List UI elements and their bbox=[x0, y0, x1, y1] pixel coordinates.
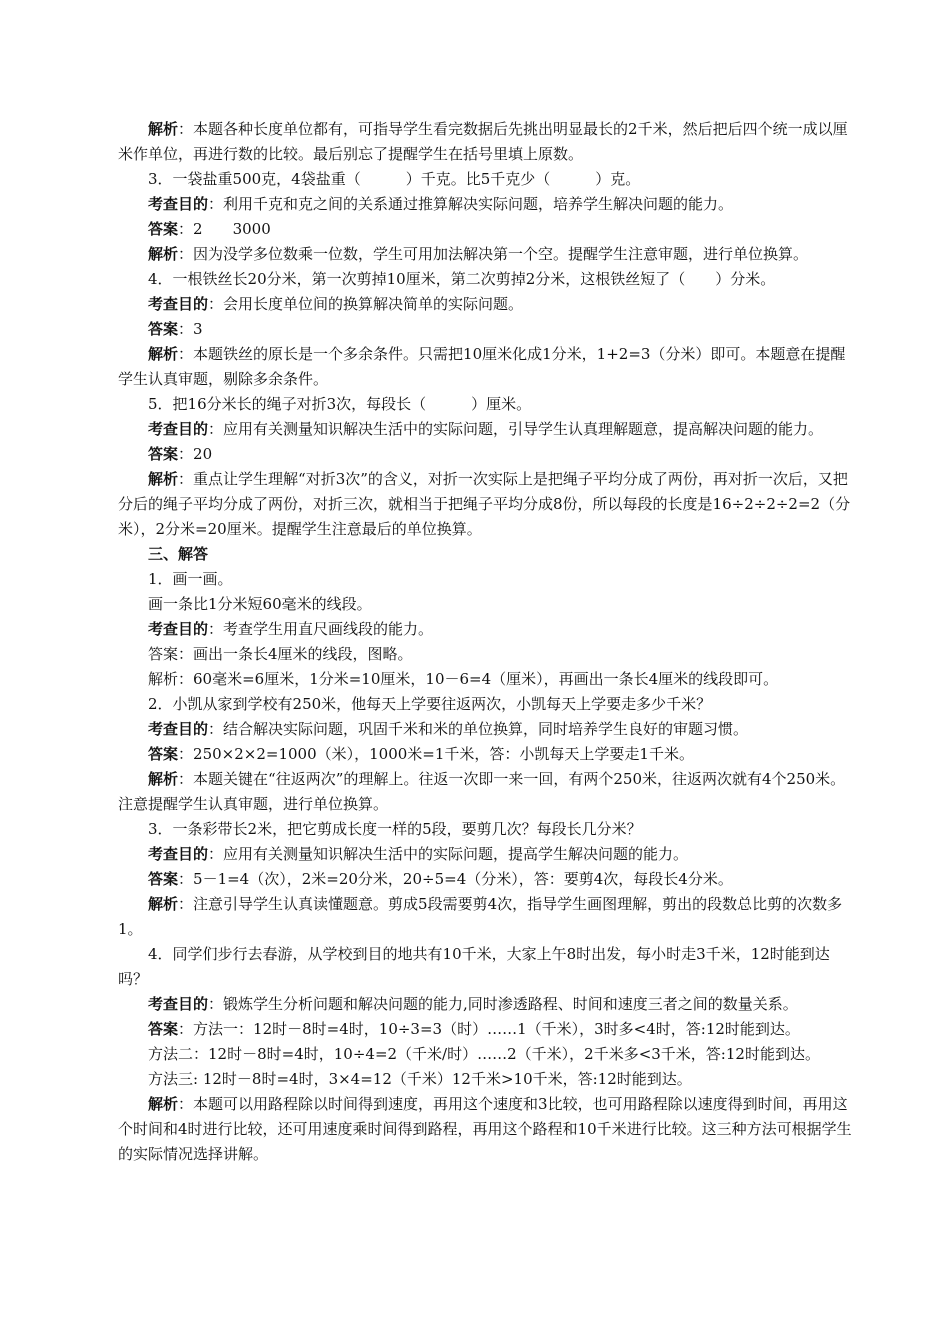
paragraph-text: 因为没学多位数乘一位数，学生可用加法解决第一个空。提醒学生注意审题，进行单位换算。 bbox=[193, 245, 809, 263]
paragraph-text: 3．一条彩带长2米，把它剪成长度一样的5段，要剪几次？每段长几分米？ bbox=[148, 820, 642, 838]
paragraph-label: 考查目的 bbox=[148, 195, 209, 213]
paragraph-label: 考查目的 bbox=[148, 295, 209, 313]
paragraph-label: 解析 bbox=[148, 120, 179, 138]
paragraph bbox=[118, 692, 854, 717]
paragraph-label: 答案 bbox=[148, 745, 179, 763]
paragraph-separator: ： bbox=[208, 620, 224, 638]
paragraph-label: 考查目的 bbox=[148, 620, 209, 638]
paragraph-text: 方法三: 12时－8时=4时，3×4=12（千米）12千米>10千米，答:12时能到达。 bbox=[148, 1070, 692, 1088]
paragraph bbox=[118, 542, 854, 567]
paragraph-text: 本题可以用路程除以时间得到速度，再用这个速度和3比较，也可用路程除以速度得到时间，再用这个时间和4时进行比较，还可用速度乘时间得到路程，再用这个路程和10千米进行比较。这三种方法可根据学生的实际情况选择讲解。 bbox=[118, 1095, 852, 1163]
paragraph-text: 利用千克和克之间的关系通过推算解决实际问题，培养学生解决问题的能力。 bbox=[223, 195, 734, 213]
paragraph-text: 方法二：12时－8时=4时，10÷4=2（千米/时）……2（千米），2千米多<3千米，答:12时能到达。 bbox=[148, 1045, 820, 1063]
paragraph-separator: ： bbox=[208, 720, 224, 738]
paragraph-label: 解析 bbox=[148, 895, 179, 913]
paragraph-separator: ： bbox=[178, 245, 194, 263]
paragraph-text: 20 bbox=[193, 445, 213, 463]
paragraph-text: 4．一根铁丝长20分米，第一次剪掉10厘米，第二次剪掉2分米，这根铁丝短了（ ）分米。 bbox=[148, 270, 776, 288]
paragraph-text: 应用有关测量知识解决生活中的实际问题，引导学生认真理解题意，提高解决问题的能力。 bbox=[223, 420, 824, 438]
paragraph-separator: ： bbox=[208, 420, 224, 438]
paragraph-separator: ： bbox=[178, 345, 194, 363]
paragraph-text: 会用长度单位间的换算解决简单的实际问题。 bbox=[223, 295, 524, 313]
paragraph bbox=[118, 892, 854, 942]
paragraph-text: 应用有关测量知识解决生活中的实际问题，提高学生解决问题的能力。 bbox=[223, 845, 689, 863]
paragraph-label: 答案 bbox=[148, 320, 179, 338]
paragraph bbox=[118, 317, 854, 342]
paragraph-separator: ： bbox=[178, 120, 194, 138]
paragraph bbox=[118, 217, 854, 242]
paragraph-label: 答案 bbox=[148, 1020, 179, 1038]
paragraph-separator: ： bbox=[178, 1095, 194, 1113]
paragraph-text: 注意引导学生认真读懂题意。剪成5段需要剪4次，指导学生画图理解，剪出的段数总比剪的次数多1。 bbox=[118, 895, 843, 938]
paragraph bbox=[118, 942, 854, 992]
paragraph-label: 答案 bbox=[148, 870, 179, 888]
paragraph-label: 答案 bbox=[148, 220, 179, 238]
paragraph-text: 重点让学生理解“对折3次”的含义，对折一次实际上是把绳子平均分成了两份，再对折一次后，又把分后的绳子平均分成了两份，对折三次，就相当于把绳子平均分成8份，所以每段的长度是16÷2÷2÷2=2（分米），2分米=20厘米。提醒学生注意最后的单位换算。 bbox=[118, 470, 851, 538]
paragraph bbox=[118, 267, 854, 292]
paragraph-text: 本题关键在“往返两次”的理解上。往返一次即一来一回，有两个250米，往返两次就有4个250米。注意提醒学生认真审题，进行单位换算。 bbox=[118, 770, 846, 813]
paragraph bbox=[118, 192, 854, 217]
paragraph-separator: ： bbox=[178, 1020, 194, 1038]
paragraph-text: 2．小凯从家到学校有250米，他每天上学要往返两次，小凯每天上学要走多少千米？ bbox=[148, 695, 712, 713]
paragraph bbox=[118, 617, 854, 642]
paragraph bbox=[118, 992, 854, 1017]
paragraph-label: 解析 bbox=[148, 770, 179, 788]
paragraph bbox=[118, 292, 854, 317]
paragraph-separator: ： bbox=[178, 895, 194, 913]
paragraph-label: 解析 bbox=[148, 1095, 179, 1113]
paragraph-separator: ： bbox=[208, 195, 224, 213]
paragraph-text: 4．同学们步行去春游，从学校到目的地共有10千米，大家上午8时出发，每小时走3千米，12时能到达吗？ bbox=[118, 945, 830, 988]
paragraph bbox=[118, 742, 854, 767]
paragraph bbox=[118, 242, 854, 267]
paragraph-text: 画一条比1分米短60毫米的线段。 bbox=[148, 595, 372, 613]
paragraph-separator: ： bbox=[178, 320, 194, 338]
paragraph-text: 锻炼学生分析问题和解决问题的能力,同时渗透路程、时间和速度三者之间的数量关系。 bbox=[223, 995, 798, 1013]
paragraph-separator: ： bbox=[178, 770, 194, 788]
paragraph bbox=[118, 842, 854, 867]
paragraph-text: 方法一：12时－8时=4时，10÷3=3（时）……1（千米），3时多<4时，答:12时能到达。 bbox=[193, 1020, 800, 1038]
paragraph bbox=[118, 417, 854, 442]
paragraph bbox=[118, 392, 854, 417]
paragraph bbox=[118, 767, 854, 817]
paragraph-text: 250×2×2=1000（米），1000米=1千米，答：小凯每天上学要走1千米。 bbox=[193, 745, 694, 763]
paragraph-text: 本题各种长度单位都有，可指导学生看完数据后先挑出明显最长的2千米，然后把后四个统一成以厘米作单位，再进行数的比较。最后别忘了提醒学生在括号里填上原数。 bbox=[118, 120, 848, 163]
paragraph-text: 1．画一画。 bbox=[148, 570, 233, 588]
paragraph-label: 考查目的 bbox=[148, 720, 209, 738]
paragraph bbox=[118, 867, 854, 892]
paragraph bbox=[118, 1092, 854, 1167]
paragraph bbox=[118, 1067, 854, 1092]
paragraph bbox=[118, 667, 854, 692]
paragraph-label: 考查目的 bbox=[148, 845, 209, 863]
paragraph-separator: ： bbox=[178, 445, 194, 463]
paragraph-separator: ： bbox=[208, 845, 224, 863]
paragraph bbox=[118, 817, 854, 842]
paragraph-text: 5．把16分米长的绳子对折3次，每段长（ ）厘米。 bbox=[148, 395, 532, 413]
paragraph-text: 解析：60毫米=6厘米，1分米=10厘米，10－6=4（厘米），再画出一条长4厘米的线段即可。 bbox=[148, 670, 779, 688]
paragraph-separator: ： bbox=[208, 995, 224, 1013]
paragraph-text: 5－1=4（次），2米=20分米，20÷5=4（分米），答：要剪4次，每段长4分米。 bbox=[193, 870, 733, 888]
paragraph-text: 答案：画出一条长4厘米的线段，图略。 bbox=[148, 645, 413, 663]
paragraph bbox=[118, 1042, 854, 1067]
paragraph-label: 答案 bbox=[148, 445, 179, 463]
paragraph bbox=[118, 1017, 854, 1042]
paragraph-label: 考查目的 bbox=[148, 995, 209, 1013]
paragraph-separator: ： bbox=[178, 745, 194, 763]
paragraph-text: 结合解决实际问题，巩固千米和米的单位换算，同时培养学生良好的审题习惯。 bbox=[223, 720, 749, 738]
paragraph bbox=[118, 467, 854, 542]
paragraph-label: 考查目的 bbox=[148, 420, 209, 438]
paragraph bbox=[118, 567, 854, 592]
paragraph-text: 2 3000 bbox=[193, 220, 271, 238]
paragraph-separator: ： bbox=[178, 470, 194, 488]
paragraph-separator: ： bbox=[208, 295, 224, 313]
paragraph bbox=[118, 642, 854, 667]
paragraph-text: 本题铁丝的原长是一个多余条件。只需把10厘米化成1分米，1+2=3（分米）即可。本题意在提醒学生认真审题，剔除多余条件。 bbox=[118, 345, 846, 388]
paragraph-label: 解析 bbox=[148, 470, 179, 488]
paragraph-text: 3 bbox=[193, 320, 203, 338]
paragraph-separator: ： bbox=[178, 220, 194, 238]
paragraph bbox=[118, 167, 854, 192]
paragraph bbox=[118, 717, 854, 742]
paragraph-text: 3．一袋盐重500克，4袋盐重（ ）千克。比5千克少（ ）克。 bbox=[148, 170, 641, 188]
paragraph bbox=[118, 442, 854, 467]
document-body bbox=[118, 117, 854, 1167]
paragraph bbox=[118, 592, 854, 617]
paragraph-label: 三、解答 bbox=[148, 545, 209, 563]
paragraph-label: 解析 bbox=[148, 245, 179, 263]
paragraph-text: 考查学生用直尺画线段的能力。 bbox=[223, 620, 434, 638]
paragraph bbox=[118, 342, 854, 392]
paragraph-label: 解析 bbox=[148, 345, 179, 363]
paragraph-separator: ： bbox=[178, 870, 194, 888]
paragraph bbox=[118, 117, 854, 167]
